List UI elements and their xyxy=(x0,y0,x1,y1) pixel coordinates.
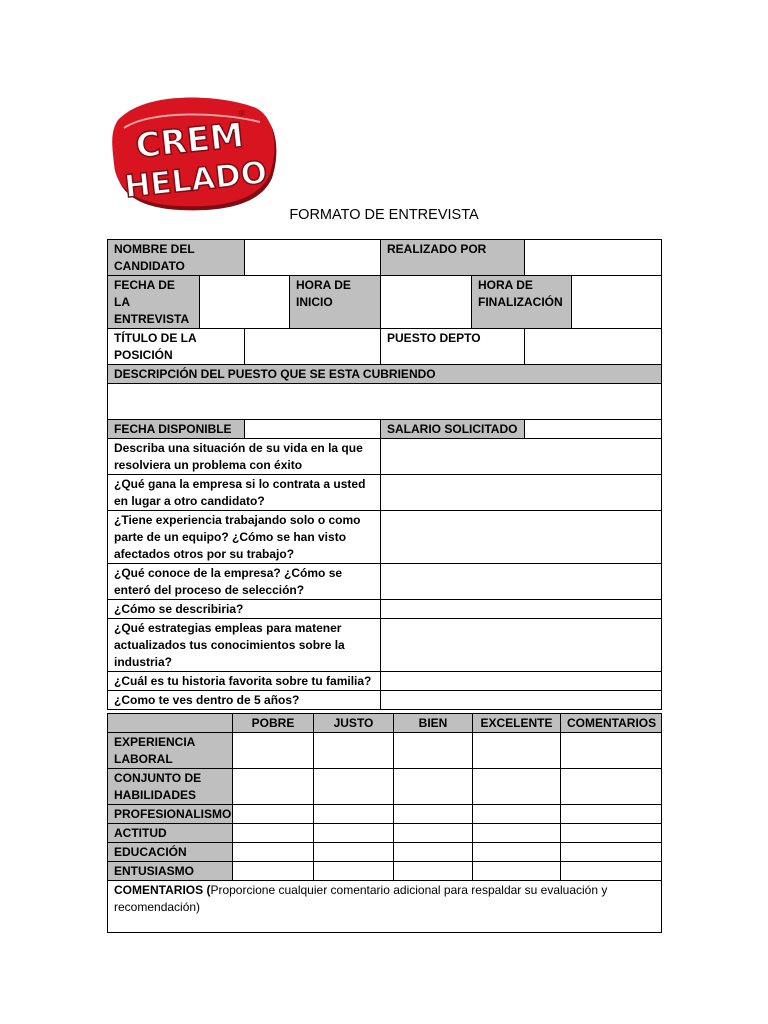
end-time-field[interactable] xyxy=(572,276,662,329)
criteria-label: ACTITUD xyxy=(108,824,233,843)
performed-by-label: REALIZADO POR xyxy=(381,240,525,276)
rating-cell[interactable] xyxy=(233,805,314,824)
criteria-label: ENTUSIASMO xyxy=(108,862,233,881)
overall-comments-field[interactable] xyxy=(108,881,662,933)
performed-by-field[interactable] xyxy=(525,240,662,276)
salary-label: SALARIO SOLICITADO xyxy=(381,420,525,439)
column-header-excellent: EXCELENTE xyxy=(473,714,561,733)
question-label: ¿Qué gana la empresa si lo contrata a usted en lugar a otro candidato? xyxy=(108,475,381,511)
rating-cell[interactable] xyxy=(233,769,314,805)
column-header-comments: COMENTARIOS xyxy=(561,714,662,733)
question-label: ¿Tiene experiencia trabajando solo o como parte de un equipo? ¿Cómo se han visto afectados otros por su trabajo? xyxy=(108,511,381,564)
rating-cell[interactable] xyxy=(314,862,394,881)
answer-field[interactable] xyxy=(381,475,662,511)
available-date-field[interactable] xyxy=(245,420,381,439)
criteria-label: EXPERIENCIA LABORAL xyxy=(108,733,233,769)
answer-field[interactable] xyxy=(381,619,662,672)
page-title: FORMATO DE ENTREVISTA xyxy=(289,207,479,223)
position-title-field[interactable] xyxy=(245,329,381,365)
rating-cell[interactable] xyxy=(473,824,561,843)
comment-cell[interactable] xyxy=(561,805,662,824)
candidate-name-field[interactable] xyxy=(245,240,381,276)
rating-cell[interactable] xyxy=(233,733,314,769)
overall-comments-hint: Proporcione cualquier comentario adicional para respaldar su evaluación y recomendación) xyxy=(114,883,608,914)
position-title-label: TÍTULO DE LA POSICIÓN xyxy=(108,329,245,365)
rating-cell[interactable] xyxy=(394,824,473,843)
crem-helado-logo xyxy=(110,94,280,216)
description-label: DESCRIPCIÓN DEL PUESTO QUE SE ESTA CUBRIENDO xyxy=(108,365,662,384)
rating-cell[interactable] xyxy=(394,805,473,824)
question-label: ¿Cuál es tu historia favorita sobre tu familia? xyxy=(108,672,381,691)
rating-cell[interactable] xyxy=(314,733,394,769)
rating-cell[interactable] xyxy=(233,824,314,843)
rating-cell[interactable] xyxy=(233,862,314,881)
rating-cell[interactable] xyxy=(314,824,394,843)
rating-cell[interactable] xyxy=(233,843,314,862)
rating-cell[interactable] xyxy=(473,733,561,769)
question-label: ¿Qué estrategias empleas para matener actualizados tus conocimientos sobre la industria? xyxy=(108,619,381,672)
criteria-label: EDUCACIÓN xyxy=(108,843,233,862)
department-field[interactable] xyxy=(525,329,662,365)
comment-cell[interactable] xyxy=(561,843,662,862)
comment-cell[interactable] xyxy=(561,862,662,881)
end-time-label: HORA DE FINALIZACIÓN xyxy=(472,276,572,329)
start-time-field[interactable] xyxy=(381,276,472,329)
rating-cell[interactable] xyxy=(314,805,394,824)
rating-cell[interactable] xyxy=(473,805,561,824)
rating-cell[interactable] xyxy=(314,843,394,862)
criteria-label: CONJUNTO DE HABILIDADES xyxy=(108,769,233,805)
rating-cell[interactable] xyxy=(394,733,473,769)
question-label: ¿Cómo se describiria? xyxy=(108,600,381,619)
overall-comments-label: COMENTARIOS ( xyxy=(114,883,211,897)
department-label: PUESTO DEPTO xyxy=(381,329,525,365)
column-header-poor: POBRE xyxy=(233,714,314,733)
criteria-label: PROFESIONALISMO xyxy=(108,805,233,824)
comment-cell[interactable] xyxy=(561,769,662,805)
answer-field[interactable] xyxy=(381,600,662,619)
evaluation-table xyxy=(107,713,662,933)
logo-line-2: HELADO xyxy=(122,154,269,206)
logo-registered-mark: ® xyxy=(238,109,246,118)
answer-field[interactable] xyxy=(381,564,662,600)
comment-cell[interactable] xyxy=(561,733,662,769)
column-header-fair: JUSTO xyxy=(314,714,394,733)
rating-cell[interactable] xyxy=(473,862,561,881)
start-time-label: HORA DE INICIO xyxy=(290,276,381,329)
evaluation-corner-cell xyxy=(108,714,233,733)
answer-field[interactable] xyxy=(381,691,662,710)
answer-field[interactable] xyxy=(381,439,662,475)
candidate-name-label: NOMBRE DEL CANDIDATO xyxy=(108,240,245,276)
question-label: Describa una situación de su vida en la que resolviera un problema con éxito xyxy=(108,439,381,475)
salary-field[interactable] xyxy=(525,420,662,439)
interview-date-label: FECHA DE LA ENTREVISTA xyxy=(108,276,200,329)
logo-line-1: CREM xyxy=(133,115,246,167)
available-date-label: FECHA DISPONIBLE xyxy=(108,420,245,439)
rating-cell[interactable] xyxy=(394,862,473,881)
rating-cell[interactable] xyxy=(473,769,561,805)
description-field[interactable] xyxy=(108,384,662,420)
rating-cell[interactable] xyxy=(394,843,473,862)
question-label: ¿Como te ves dentro de 5 años? xyxy=(108,691,381,710)
answer-field[interactable] xyxy=(381,672,662,691)
interview-form-table xyxy=(107,239,662,710)
column-header-good: BIEN xyxy=(394,714,473,733)
rating-cell[interactable] xyxy=(394,769,473,805)
rating-cell[interactable] xyxy=(314,769,394,805)
answer-field[interactable] xyxy=(381,511,662,564)
interview-date-field[interactable] xyxy=(200,276,290,329)
question-label: ¿Qué conoce de la empresa? ¿Cómo se enteró del proceso de selección? xyxy=(108,564,381,600)
rating-cell[interactable] xyxy=(473,843,561,862)
comment-cell[interactable] xyxy=(561,824,662,843)
